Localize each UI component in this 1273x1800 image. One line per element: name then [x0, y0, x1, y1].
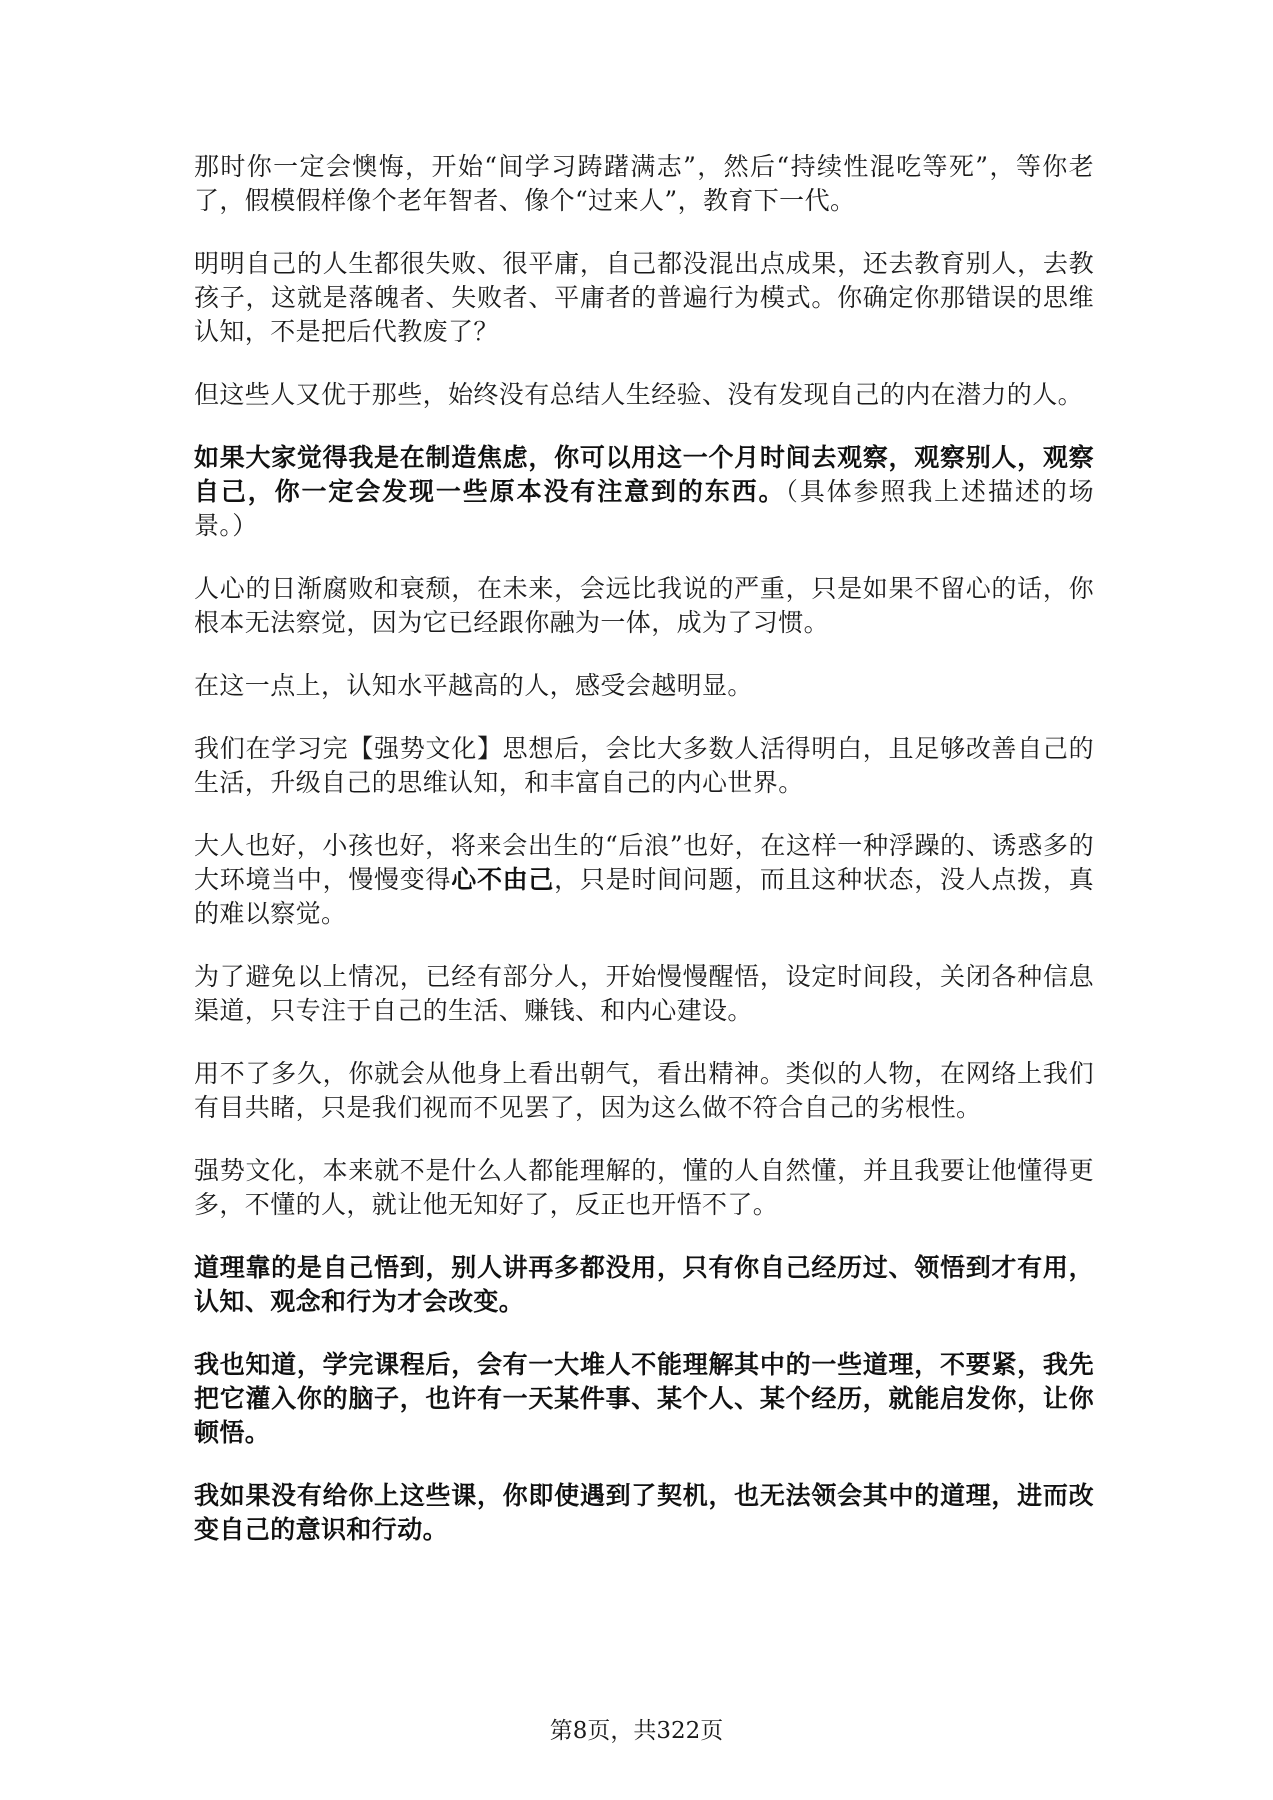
body-text: 为了避免以上情况，已经有部分人，开始慢慢醒悟，设定时间段，关闭各种信息渠道，只专注于自己的生活、赚钱、和内心建设。 — [194, 962, 1094, 1025]
paragraph — [194, 247, 1094, 349]
body-text: 用不了多久，你就会从他身上看出朝气，看出精神。类似的人物，在网络上我们有目共睹，只是我们视而不见罢了，因为这么做不符合自己的劣根性。 — [194, 1059, 1094, 1122]
bold-text: 我也知道，学完课程后，会有一大堆人不能理解其中的一些道理，不要紧，我先把它灌入你的脑子，也许有一天某件事、某个人、某个经历，就能启发你，让你顿悟。 — [194, 1350, 1094, 1447]
paragraph — [194, 441, 1094, 543]
paragraph — [194, 572, 1094, 640]
page-body — [194, 150, 1094, 1576]
body-text: 人心的日渐腐败和衰颓，在未来，会远比我说的严重，只是如果不留心的话，你根本无法察觉，因为它已经跟你融为一体，成为了习惯。 — [194, 574, 1094, 637]
bold-text: 如果大家觉得我是在制造焦虑，你可以用这一个月时间去观察，观察别人，观察自己，你一定会发现一些原本没有注意到的东西。 — [194, 443, 1094, 506]
bold-text: 我如果没有给你上这些课，你即使遇到了契机，也无法领会其中的道理，进而改变自己的意识和行动。 — [194, 1481, 1094, 1544]
body-text: ，只是时间问题，而且这种状态，没人点拨，真的难以察觉。 — [194, 865, 1094, 928]
body-text: 明明自己的人生都很失败、很平庸，自己都没混出点成果，还去教育别人，去教孩子，这就是落魄者、失败者、平庸者的普遍行为模式。你确定你那错误的思维认知，不是把后代教废了？ — [194, 249, 1094, 346]
body-text: 强势文化，本来就不是什么人都能理解的，懂的人自然懂，并且我要让他懂得更多，不懂的人，就让他无知好了，反正也开悟不了。 — [194, 1156, 1094, 1219]
paragraph — [194, 960, 1094, 1028]
paragraph — [194, 732, 1094, 800]
body-text: 但这些人又优于那些，始终没有总结人生经验、没有发现自己的内在潜力的人。 — [194, 380, 1084, 409]
bold-text: 道理靠的是自己悟到，别人讲再多都没用，只有你自己经历过、领悟到才有用，认知、观念和行为才会改变。 — [194, 1253, 1094, 1316]
paragraph — [194, 669, 1094, 703]
body-text: 在这一点上，认知水平越高的人，感受会越明显。 — [194, 671, 753, 700]
paragraph — [194, 1251, 1094, 1319]
paragraph — [194, 1348, 1094, 1450]
bold-text: 心不由己 — [451, 865, 555, 894]
paragraph — [194, 378, 1094, 412]
body-text: （具体参照我上述描述的场景。） — [194, 477, 1094, 540]
paragraph — [194, 1057, 1094, 1125]
page-number: 第8页，共322页 — [549, 1718, 724, 1744]
paragraph — [194, 1154, 1094, 1222]
body-text: 我们在学习完【强势文化】思想后，会比大多数人活得明白，且足够改善自己的生活，升级自己的思维认知，和丰富自己的内心世界。 — [194, 734, 1094, 797]
paragraph — [194, 829, 1094, 931]
paragraph — [194, 1479, 1094, 1547]
paragraph — [194, 150, 1094, 218]
body-text: 那时你一定会懊悔，开始“间学习踌躇满志”，然后“持续性混吃等死”，等你老了，假模假样像个老年智者、像个“过来人”，教育下一代。 — [194, 152, 1094, 215]
body-text: 大人也好，小孩也好，将来会出生的“后浪”也好，在这样一种浮躁的、诱惑多的大环境当中，慢慢变得 — [194, 831, 1094, 894]
